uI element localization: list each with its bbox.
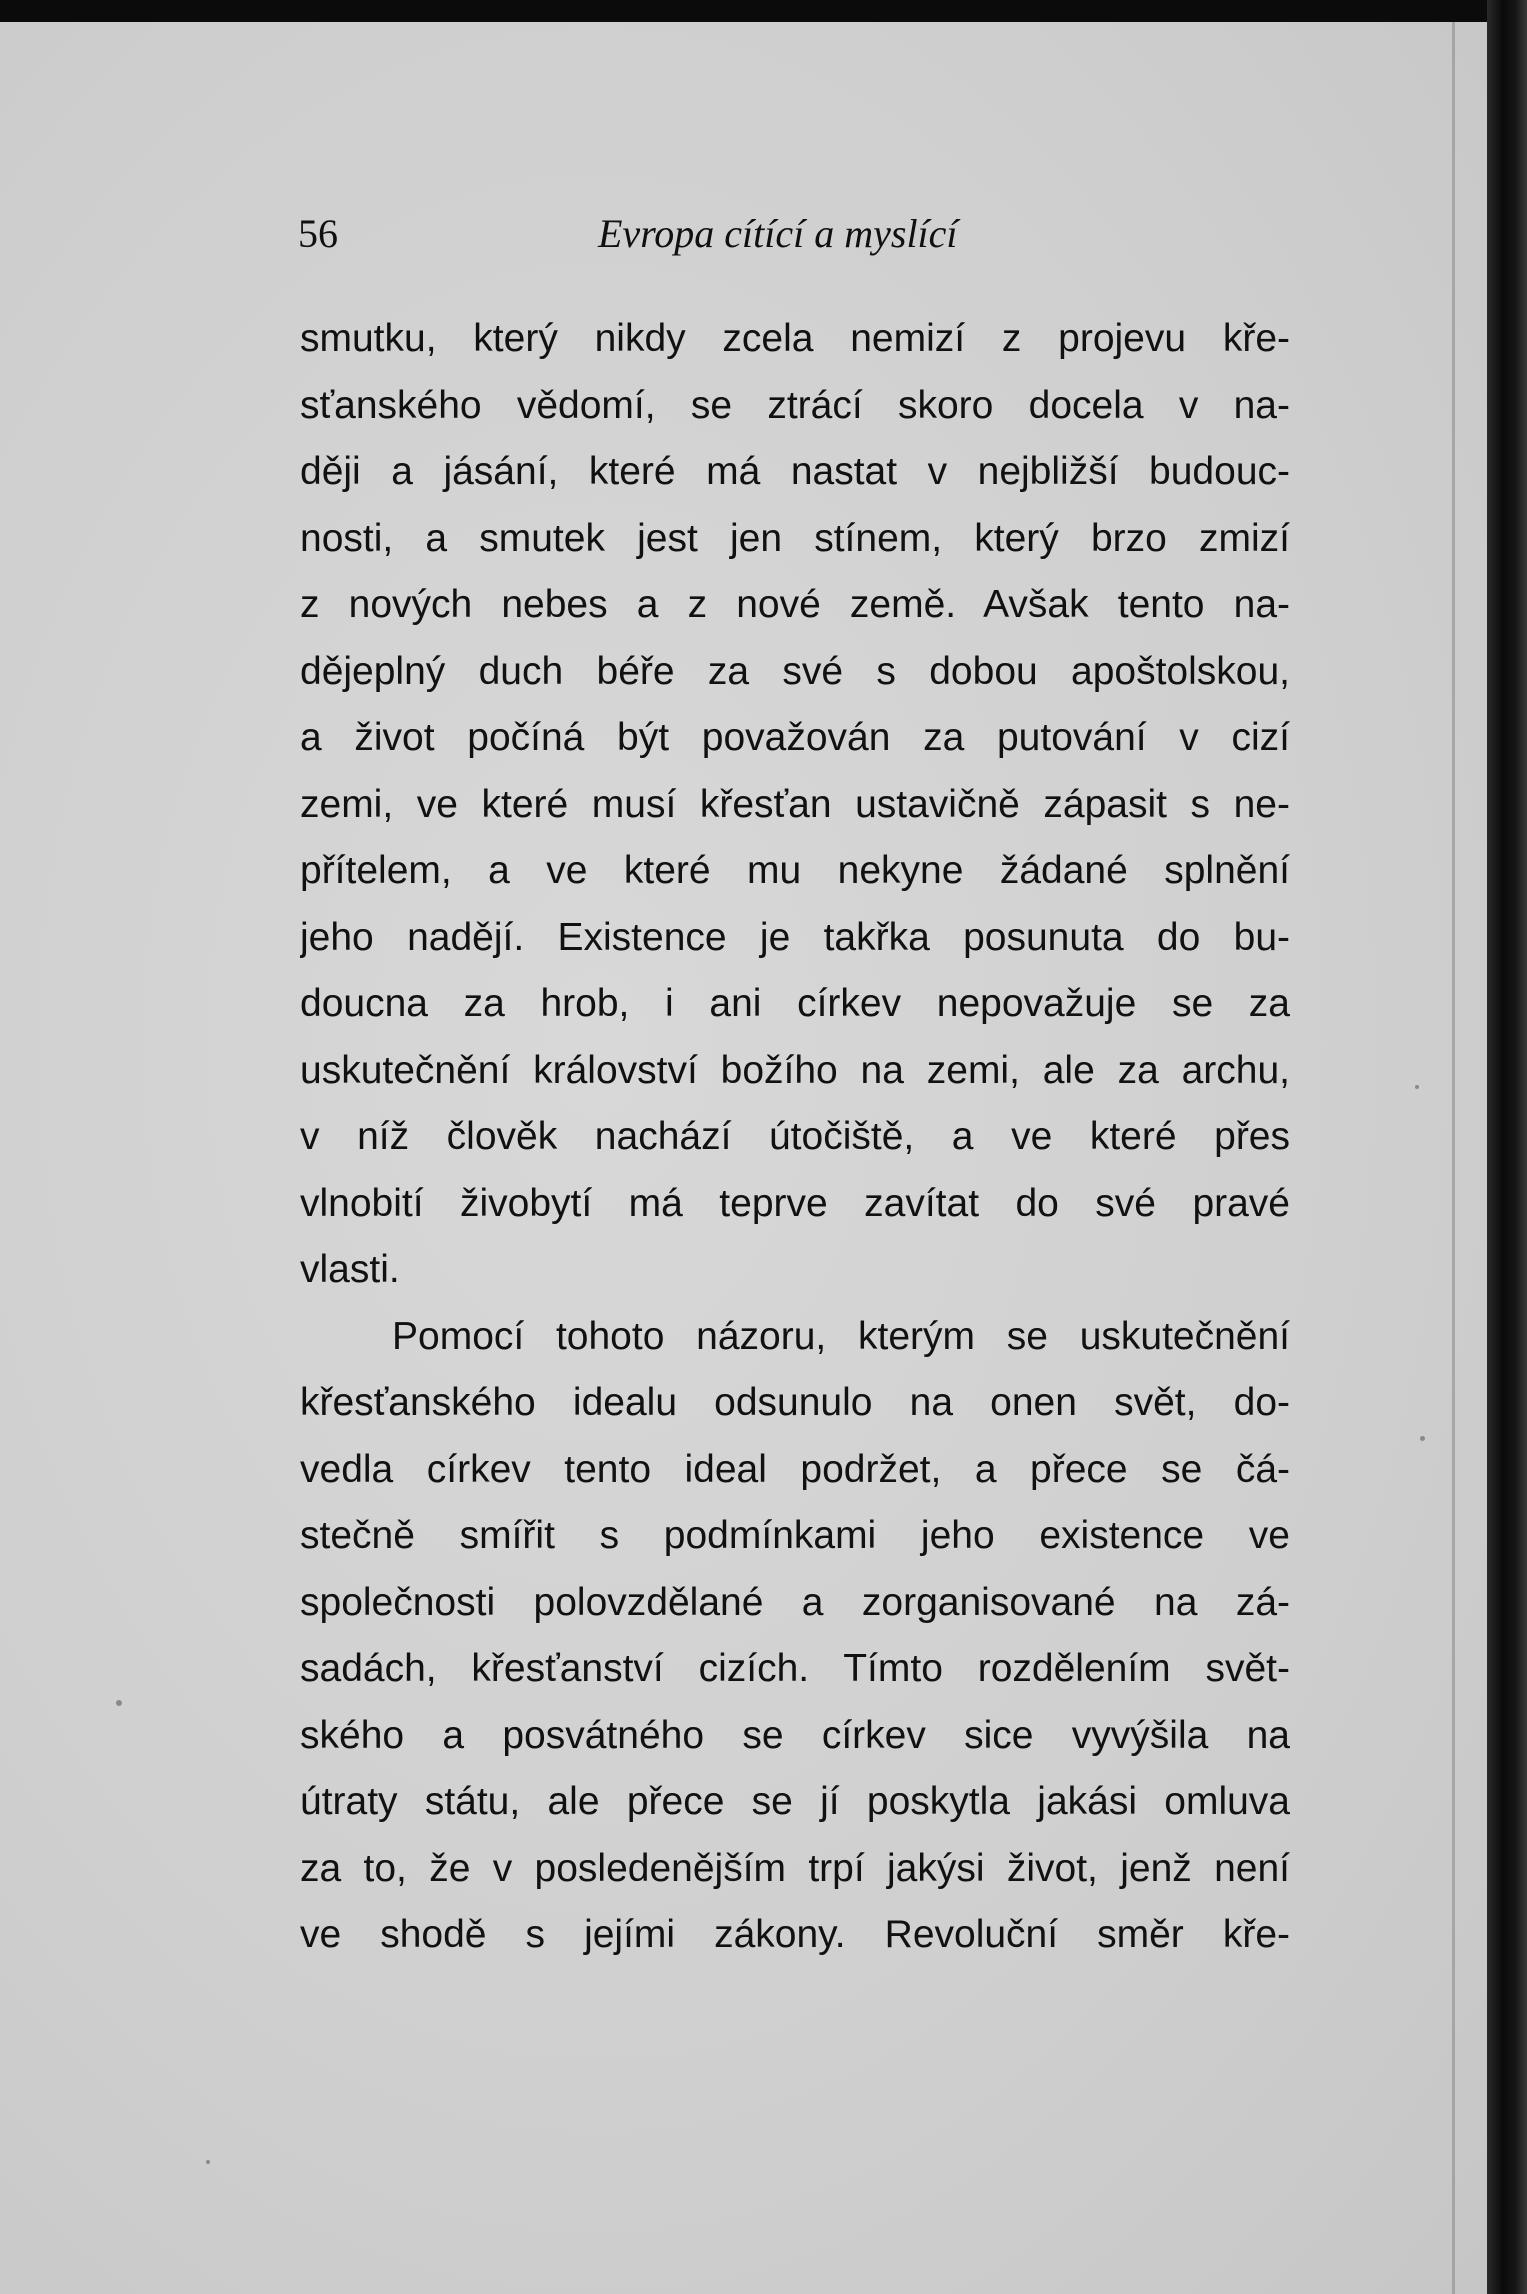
text-line: z nových nebes a z nové země. Avšak tento na- xyxy=(300,583,1290,626)
text-line: společnosti polovzdělané a zorganisované na zá- xyxy=(300,1580,1290,1624)
text-line: jeho nadějí. Existence je takřka posunuta do bu- xyxy=(300,915,1290,959)
text-line: sťanského vědomí, se ztrácí skoro docela v na- xyxy=(300,383,1290,427)
text-line: zemi, ve které musí křesťan ustavičně zápasit s ne- xyxy=(300,782,1290,826)
text-line: v níž člověk nachází útočiště, a ve které přes xyxy=(300,1115,1290,1158)
text-line: za to, že v posledenějším trpí jakýsi život, jenž není xyxy=(300,1846,1290,1890)
scan-speck xyxy=(206,2160,210,2164)
text-line: nosti, a smutek jest jen stínem, který brzo zmizí xyxy=(300,516,1290,560)
text-line: útraty státu, ale přece se jí poskytla jakási omluva xyxy=(300,1780,1290,1823)
text-line: vedla církev tento ideal podržet, a přece se čá- xyxy=(300,1447,1290,1491)
paragraph-2 xyxy=(300,1304,1290,1969)
body-text xyxy=(300,306,1290,1969)
text-line: ději a jásání, které má nastat v nejbližší budouc- xyxy=(300,450,1290,493)
text-line: sadách, křesťanství cizích. Tímto rozdělením svět- xyxy=(300,1647,1290,1690)
scan-speck xyxy=(1420,1436,1425,1441)
text-line: a život počíná být považován za putování v cizí xyxy=(300,716,1290,759)
text-line: ského a posvátného se církev sice vyvýšila na xyxy=(300,1713,1290,1757)
page-header xyxy=(298,210,1298,270)
text-line: dějeplný duch béře za své s dobou apoštolskou, xyxy=(300,649,1290,693)
text-line: přítelem, a ve které mu nekyne žádané splnění xyxy=(300,849,1290,892)
scan-speck xyxy=(116,1700,122,1706)
book-binding-edge xyxy=(1487,0,1527,2294)
running-head: Evropa cítící a myslící xyxy=(598,211,958,256)
text-line: smutku, který nikdy zcela nemizí z projevu kře- xyxy=(300,317,1290,360)
page-edge-shadow xyxy=(1452,22,1455,2294)
text-line: stečně smířit s podmínkami jeho existence ve xyxy=(300,1514,1290,1557)
text-line: vlasti. xyxy=(300,1248,400,1291)
text-line: křesťanského idealu odsunulo na onen svět, do- xyxy=(300,1381,1290,1424)
scan-speck xyxy=(1415,1085,1419,1089)
page-number: 56 xyxy=(298,211,338,256)
text-line: ve shodě s jejími zákony. Revoluční směr kře- xyxy=(300,1913,1290,1956)
text-line: vlnobití živobytí má teprve zavítat do své pravé xyxy=(300,1181,1290,1225)
paragraph-1 xyxy=(300,306,1290,1304)
text-line: doucna za hrob, i ani církev nepovažuje se za xyxy=(300,982,1290,1025)
text-line: uskutečnění království božího na zemi, ale za archu, xyxy=(300,1048,1290,1092)
text-line: Pomocí tohoto názoru, kterým se uskutečnění xyxy=(392,1314,1290,1358)
